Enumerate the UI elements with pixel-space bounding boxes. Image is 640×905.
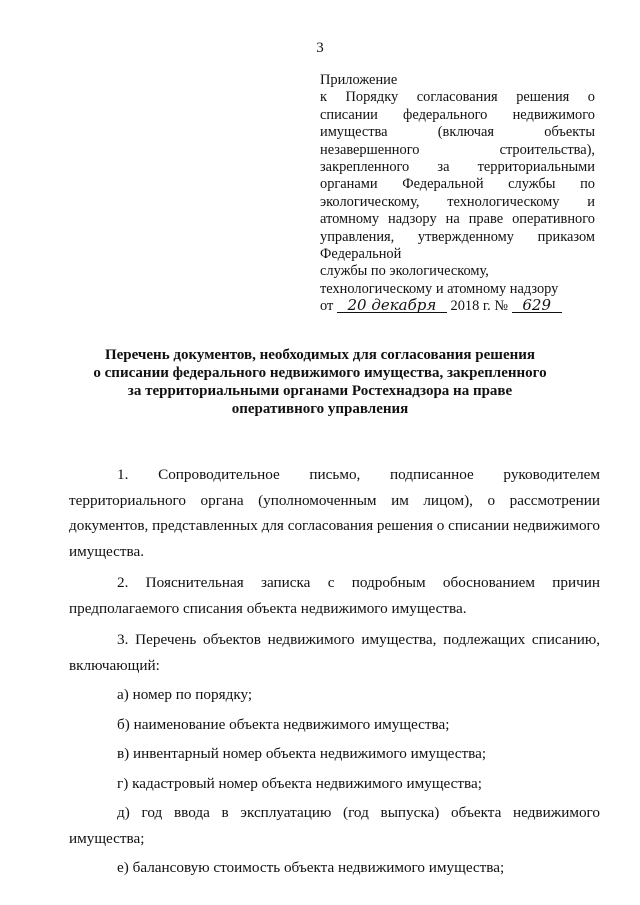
appendix-heading: Приложение: [320, 72, 398, 88]
appendix-line: экологическому, технологическому и: [320, 193, 595, 210]
list-item: г) кадастровый номер объекта недвижимого имущества;: [117, 774, 482, 792]
appendix-line: службы по экологическому,: [320, 263, 489, 280]
appendix-line: незавершенного строительства),: [320, 141, 595, 158]
document-body: [69, 462, 600, 881]
list-item: в) инвентарный номер объекта недвижимого имущества;: [117, 745, 487, 762]
appendix-line: имущества (включая объекты: [320, 124, 595, 141]
title-line: оперативного управления: [231, 401, 409, 417]
handwritten-date: 20 декабря: [337, 298, 447, 313]
paragraph-1: 1. Сопроводительное письмо, подписанное руководителем территориального органа (уполномоченным им лицом), о рассмотрении документов, представленных для согласования решения о списании недвижимого имущества.: [69, 466, 600, 560]
appendix-line: управления, утвержденному приказом: [320, 228, 595, 245]
list-item: а) номер по порядку;: [117, 686, 253, 703]
appendix-line: списании федерального недвижимого: [320, 106, 595, 123]
appendix-line: органами Федеральной службы по: [320, 176, 595, 193]
title-line: за территориальными органами Ростехнадзора на праве: [127, 383, 513, 399]
page-number: 3: [316, 40, 324, 56]
approval-year: 2018 г. №: [450, 298, 509, 315]
title-line: Перечень документов, необходимых для согласования решения: [104, 347, 535, 363]
appendix-line: Федеральной: [320, 246, 402, 263]
list-item: е) балансовую стоимость объекта недвижимого имущества;: [117, 859, 505, 876]
appendix-header: [320, 72, 595, 316]
approval-line: [320, 298, 595, 315]
approval-prefix: от: [320, 298, 334, 315]
list-item: д) год ввода в эксплуатацию (год выпуска) объекта недвижимого имущества;: [69, 804, 600, 847]
paragraph-2: 2. Пояснительная записка с подробным обоснованием причин предполагаемого списания объекта недвижимого имущества.: [69, 574, 600, 617]
appendix-line: закрепленного за территориальными: [320, 159, 595, 176]
appendix-line: к Порядку согласования решения о: [320, 89, 595, 106]
document-title: [80, 346, 560, 418]
list-item: б) наименование объекта недвижимого имущества;: [117, 715, 450, 733]
title-line: о списании федерального недвижимого имущества, закрепленного: [93, 365, 547, 381]
appendix-line: технологическому и атомному надзору: [320, 280, 559, 297]
appendix-line: атомному надзору на праве оперативного: [320, 211, 595, 228]
handwritten-order-number: 629: [512, 298, 562, 313]
paragraph-3: 3. Перечень объектов недвижимого имущества, подлежащих списанию, включающий:: [69, 631, 600, 674]
